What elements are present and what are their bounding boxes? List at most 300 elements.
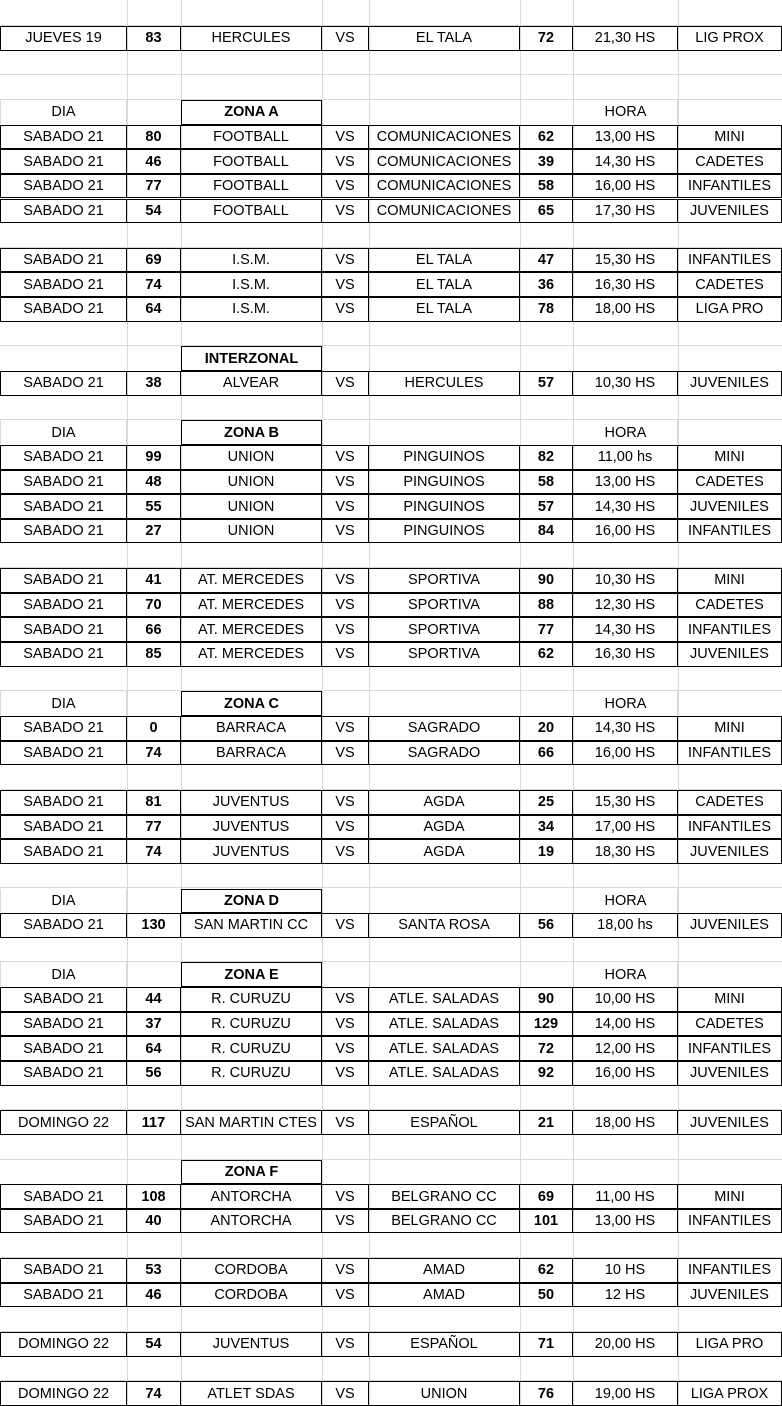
home-team-cell: AT. MERCEDES bbox=[181, 593, 322, 618]
category-cell: JUVENILES bbox=[678, 913, 782, 938]
zone-title: INTERZONAL bbox=[181, 346, 322, 371]
vs-cell: VS bbox=[322, 297, 369, 322]
time-cell: 20,00 HS bbox=[573, 1332, 678, 1357]
day-cell: SABADO 21 bbox=[0, 642, 127, 667]
away-score-cell: 90 bbox=[520, 568, 573, 593]
away-team-cell: COMUNICACIONES bbox=[369, 174, 520, 199]
away-team-cell: COMUNICACIONES bbox=[369, 125, 520, 150]
away-score-cell: 58 bbox=[520, 174, 573, 199]
time-cell: 16,00 HS bbox=[573, 519, 678, 544]
time-cell: 14,00 HS bbox=[573, 1012, 678, 1037]
vs-cell: VS bbox=[322, 494, 369, 519]
away-score-cell: 77 bbox=[520, 617, 573, 642]
time-cell: 14,30 HS bbox=[573, 149, 678, 174]
game-row bbox=[0, 593, 782, 618]
home-team-cell: ALVEAR bbox=[181, 371, 322, 396]
zone-title: ZONA A bbox=[181, 100, 322, 125]
away-score-cell: 58 bbox=[520, 470, 573, 495]
vs-cell: VS bbox=[322, 1258, 369, 1283]
day-cell: SABADO 21 bbox=[0, 470, 127, 495]
away-score-cell: 57 bbox=[520, 371, 573, 396]
time-cell: 16,00 HS bbox=[573, 1061, 678, 1086]
dia-header: DIA bbox=[0, 691, 127, 716]
section-header-row bbox=[0, 100, 782, 125]
away-team-cell: EL TALA bbox=[369, 26, 520, 51]
home-team-cell: CORDOBA bbox=[181, 1258, 322, 1283]
day-cell: SABADO 21 bbox=[0, 149, 127, 174]
category-cell: MINI bbox=[678, 125, 782, 150]
home-score-cell: 77 bbox=[127, 815, 181, 840]
vs-cell: VS bbox=[322, 839, 369, 864]
dia-header: DIA bbox=[0, 889, 127, 914]
category-cell: INFANTILES bbox=[678, 741, 782, 766]
away-team-cell: PINGUINOS bbox=[369, 494, 520, 519]
game-row bbox=[0, 1012, 782, 1037]
day-cell: SABADO 21 bbox=[0, 1258, 127, 1283]
day-cell: SABADO 21 bbox=[0, 174, 127, 199]
home-team-cell: R. CURUZU bbox=[181, 987, 322, 1012]
home-score-cell: 56 bbox=[127, 1061, 181, 1086]
category-cell: INFANTILES bbox=[678, 519, 782, 544]
away-team-cell: SPORTIVA bbox=[369, 593, 520, 618]
game-row bbox=[0, 741, 782, 766]
game-row bbox=[0, 174, 782, 199]
vs-cell: VS bbox=[322, 26, 369, 51]
vs-cell: VS bbox=[322, 199, 369, 224]
home-score-cell: 74 bbox=[127, 839, 181, 864]
home-team-cell: SAN MARTIN CTES bbox=[181, 1110, 322, 1135]
game-row bbox=[0, 987, 782, 1012]
game-row bbox=[0, 445, 782, 470]
home-score-cell: 48 bbox=[127, 470, 181, 495]
away-score-cell: 21 bbox=[520, 1110, 573, 1135]
game-row bbox=[0, 519, 782, 544]
time-cell: 17,30 HS bbox=[573, 199, 678, 224]
spacer-row bbox=[0, 765, 782, 790]
away-team-cell: ATLE. SALADAS bbox=[369, 1036, 520, 1061]
day-cell: SABADO 21 bbox=[0, 494, 127, 519]
day-cell: SABADO 21 bbox=[0, 593, 127, 618]
spacer-row bbox=[0, 938, 782, 963]
category-cell: JUVENILES bbox=[678, 199, 782, 224]
category-cell: LIGA PRO bbox=[678, 1332, 782, 1357]
game-row bbox=[0, 913, 782, 938]
home-team-cell: FOOTBALL bbox=[181, 125, 322, 150]
time-cell: 18,00 HS bbox=[573, 297, 678, 322]
home-team-cell: BARRACA bbox=[181, 741, 322, 766]
home-team-cell: UNION bbox=[181, 519, 322, 544]
day-cell: SABADO 21 bbox=[0, 913, 127, 938]
game-row bbox=[0, 642, 782, 667]
away-score-cell: 62 bbox=[520, 1258, 573, 1283]
home-score-cell: 74 bbox=[127, 272, 181, 297]
game-row bbox=[0, 199, 782, 224]
home-score-cell: 44 bbox=[127, 987, 181, 1012]
home-team-cell: AT. MERCEDES bbox=[181, 642, 322, 667]
away-team-cell: HERCULES bbox=[369, 371, 520, 396]
game-row bbox=[0, 1209, 782, 1234]
home-team-cell: AT. MERCEDES bbox=[181, 568, 322, 593]
dia-header: DIA bbox=[0, 962, 127, 987]
section-header-row bbox=[0, 962, 782, 987]
home-team-cell: UNION bbox=[181, 494, 322, 519]
category-cell: JUVENILES bbox=[678, 1110, 782, 1135]
day-cell: SABADO 21 bbox=[0, 617, 127, 642]
day-cell: SABADO 21 bbox=[0, 987, 127, 1012]
vs-cell: VS bbox=[322, 1061, 369, 1086]
home-score-cell: 40 bbox=[127, 1209, 181, 1234]
game-row bbox=[0, 790, 782, 815]
home-score-cell: 53 bbox=[127, 1258, 181, 1283]
game-row bbox=[0, 568, 782, 593]
time-cell: 10 HS bbox=[573, 1258, 678, 1283]
category-cell: JUVENILES bbox=[678, 642, 782, 667]
time-cell: 17,00 HS bbox=[573, 815, 678, 840]
away-team-cell: UNION bbox=[369, 1381, 520, 1406]
hora-header: HORA bbox=[573, 420, 678, 445]
away-team-cell: AGDA bbox=[369, 790, 520, 815]
away-team-cell: SAGRADO bbox=[369, 716, 520, 741]
game-row bbox=[0, 815, 782, 840]
home-score-cell: 77 bbox=[127, 174, 181, 199]
category-cell: CADETES bbox=[678, 272, 782, 297]
spacer-row bbox=[0, 1135, 782, 1160]
home-score-cell: 80 bbox=[127, 125, 181, 150]
time-cell: 15,30 HS bbox=[573, 790, 678, 815]
vs-cell: VS bbox=[322, 445, 369, 470]
game-row bbox=[0, 494, 782, 519]
away-score-cell: 82 bbox=[520, 445, 573, 470]
vs-cell: VS bbox=[322, 174, 369, 199]
home-team-cell: SAN MARTIN CC bbox=[181, 913, 322, 938]
game-row bbox=[0, 248, 782, 273]
time-cell: 13,00 HS bbox=[573, 125, 678, 150]
category-cell: MINI bbox=[678, 716, 782, 741]
time-cell: 14,30 HS bbox=[573, 716, 678, 741]
home-score-cell: 0 bbox=[127, 716, 181, 741]
time-cell: 12 HS bbox=[573, 1283, 678, 1308]
away-score-cell: 57 bbox=[520, 494, 573, 519]
home-score-cell: 54 bbox=[127, 199, 181, 224]
home-team-cell: I.S.M. bbox=[181, 297, 322, 322]
home-team-cell: ANTORCHA bbox=[181, 1209, 322, 1234]
zone-title: ZONA C bbox=[181, 691, 322, 716]
away-score-cell: 25 bbox=[520, 790, 573, 815]
spacer-row bbox=[0, 1234, 782, 1259]
home-team-cell: FOOTBALL bbox=[181, 174, 322, 199]
away-score-cell: 66 bbox=[520, 741, 573, 766]
away-score-cell: 88 bbox=[520, 593, 573, 618]
day-cell: SABADO 21 bbox=[0, 741, 127, 766]
away-score-cell: 90 bbox=[520, 987, 573, 1012]
time-cell: 13,00 HS bbox=[573, 1209, 678, 1234]
game-row bbox=[0, 470, 782, 495]
vs-cell: VS bbox=[322, 1381, 369, 1406]
away-team-cell: PINGUINOS bbox=[369, 519, 520, 544]
home-score-cell: 83 bbox=[127, 26, 181, 51]
category-cell: JUVENILES bbox=[678, 1283, 782, 1308]
game-row bbox=[0, 297, 782, 322]
vs-cell: VS bbox=[322, 125, 369, 150]
home-team-cell: HERCULES bbox=[181, 26, 322, 51]
vs-cell: VS bbox=[322, 1209, 369, 1234]
day-cell: SABADO 21 bbox=[0, 568, 127, 593]
away-team-cell: PINGUINOS bbox=[369, 470, 520, 495]
hora-header: HORA bbox=[573, 100, 678, 125]
category-cell: CADETES bbox=[678, 1012, 782, 1037]
time-cell: 13,00 HS bbox=[573, 470, 678, 495]
category-cell: JUVENILES bbox=[678, 1061, 782, 1086]
time-cell: 21,30 HS bbox=[573, 26, 678, 51]
spacer-row bbox=[0, 51, 782, 76]
home-team-cell: I.S.M. bbox=[181, 248, 322, 273]
home-team-cell: JUVENTUS bbox=[181, 790, 322, 815]
away-score-cell: 20 bbox=[520, 716, 573, 741]
away-team-cell: AGDA bbox=[369, 839, 520, 864]
spacer-row bbox=[0, 75, 782, 100]
away-team-cell: EL TALA bbox=[369, 297, 520, 322]
category-cell: LIGA PRO bbox=[678, 297, 782, 322]
category-cell: LIG PROX bbox=[678, 26, 782, 51]
time-cell: 16,30 HS bbox=[573, 272, 678, 297]
vs-cell: VS bbox=[322, 617, 369, 642]
home-score-cell: 38 bbox=[127, 371, 181, 396]
game-row bbox=[0, 1283, 782, 1308]
vs-cell: VS bbox=[322, 149, 369, 174]
away-score-cell: 72 bbox=[520, 26, 573, 51]
vs-cell: VS bbox=[322, 815, 369, 840]
home-score-cell: 74 bbox=[127, 741, 181, 766]
time-cell: 14,30 HS bbox=[573, 617, 678, 642]
game-row bbox=[0, 272, 782, 297]
spacer-row bbox=[0, 223, 782, 248]
home-score-cell: 64 bbox=[127, 1036, 181, 1061]
away-score-cell: 56 bbox=[520, 913, 573, 938]
time-cell: 18,00 HS bbox=[573, 1110, 678, 1135]
away-score-cell: 50 bbox=[520, 1283, 573, 1308]
spacer-row bbox=[0, 864, 782, 889]
day-cell: SABADO 21 bbox=[0, 248, 127, 273]
game-row bbox=[0, 26, 782, 51]
home-team-cell: BARRACA bbox=[181, 716, 322, 741]
day-cell: SABADO 21 bbox=[0, 1036, 127, 1061]
day-cell: SABADO 21 bbox=[0, 815, 127, 840]
home-team-cell: UNION bbox=[181, 470, 322, 495]
hora-header: HORA bbox=[573, 889, 678, 914]
section-header-row bbox=[0, 691, 782, 716]
time-cell: 16,00 HS bbox=[573, 741, 678, 766]
vs-cell: VS bbox=[322, 272, 369, 297]
home-team-cell: FOOTBALL bbox=[181, 199, 322, 224]
vs-cell: VS bbox=[322, 716, 369, 741]
home-team-cell: CORDOBA bbox=[181, 1283, 322, 1308]
away-team-cell: SAGRADO bbox=[369, 741, 520, 766]
game-row bbox=[0, 125, 782, 150]
time-cell: 11,00 HS bbox=[573, 1184, 678, 1209]
category-cell: INFANTILES bbox=[678, 1209, 782, 1234]
away-score-cell: 101 bbox=[520, 1209, 573, 1234]
spacer-row bbox=[0, 396, 782, 421]
away-score-cell: 36 bbox=[520, 272, 573, 297]
vs-cell: VS bbox=[322, 987, 369, 1012]
game-row bbox=[0, 716, 782, 741]
home-score-cell: 54 bbox=[127, 1332, 181, 1357]
vs-cell: VS bbox=[322, 1036, 369, 1061]
category-cell: CADETES bbox=[678, 149, 782, 174]
time-cell: 16,00 HS bbox=[573, 174, 678, 199]
away-team-cell: AGDA bbox=[369, 815, 520, 840]
home-team-cell: FOOTBALL bbox=[181, 149, 322, 174]
away-score-cell: 47 bbox=[520, 248, 573, 273]
away-team-cell: PINGUINOS bbox=[369, 445, 520, 470]
time-cell: 12,00 HS bbox=[573, 1036, 678, 1061]
away-team-cell: BELGRANO CC bbox=[369, 1184, 520, 1209]
game-row bbox=[0, 1258, 782, 1283]
game-row bbox=[0, 617, 782, 642]
spacer-row bbox=[0, 1086, 782, 1111]
away-score-cell: 72 bbox=[520, 1036, 573, 1061]
vs-cell: VS bbox=[322, 371, 369, 396]
day-cell: SABADO 21 bbox=[0, 1283, 127, 1308]
away-team-cell: ATLE. SALADAS bbox=[369, 1061, 520, 1086]
away-score-cell: 92 bbox=[520, 1061, 573, 1086]
time-cell: 14,30 HS bbox=[573, 494, 678, 519]
vs-cell: VS bbox=[322, 642, 369, 667]
section-header-row bbox=[0, 420, 782, 445]
vs-cell: VS bbox=[322, 1012, 369, 1037]
dia-header: DIA bbox=[0, 100, 127, 125]
category-cell: INFANTILES bbox=[678, 815, 782, 840]
category-cell: INFANTILES bbox=[678, 174, 782, 199]
hora-header: HORA bbox=[573, 962, 678, 987]
home-score-cell: 130 bbox=[127, 913, 181, 938]
day-cell: SABADO 21 bbox=[0, 839, 127, 864]
home-score-cell: 64 bbox=[127, 297, 181, 322]
away-team-cell: AMAD bbox=[369, 1258, 520, 1283]
day-cell: DOMINGO 22 bbox=[0, 1110, 127, 1135]
away-score-cell: 71 bbox=[520, 1332, 573, 1357]
home-team-cell: JUVENTUS bbox=[181, 839, 322, 864]
away-team-cell: EL TALA bbox=[369, 248, 520, 273]
away-score-cell: 78 bbox=[520, 297, 573, 322]
game-row bbox=[0, 1332, 782, 1357]
day-cell: SABADO 21 bbox=[0, 272, 127, 297]
category-cell: INFANTILES bbox=[678, 1036, 782, 1061]
home-score-cell: 81 bbox=[127, 790, 181, 815]
home-score-cell: 66 bbox=[127, 617, 181, 642]
day-cell: SABADO 21 bbox=[0, 1184, 127, 1209]
spacer-row bbox=[0, 322, 782, 347]
away-score-cell: 69 bbox=[520, 1184, 573, 1209]
away-team-cell: SPORTIVA bbox=[369, 617, 520, 642]
away-team-cell: SANTA ROSA bbox=[369, 913, 520, 938]
vs-cell: VS bbox=[322, 593, 369, 618]
day-cell: DOMINGO 22 bbox=[0, 1381, 127, 1406]
away-score-cell: 62 bbox=[520, 125, 573, 150]
day-cell: SABADO 21 bbox=[0, 1012, 127, 1037]
away-score-cell: 76 bbox=[520, 1381, 573, 1406]
time-cell: 10,30 HS bbox=[573, 371, 678, 396]
game-row bbox=[0, 1110, 782, 1135]
day-cell: SABADO 21 bbox=[0, 199, 127, 224]
home-team-cell: R. CURUZU bbox=[181, 1061, 322, 1086]
home-score-cell: 41 bbox=[127, 568, 181, 593]
day-cell: SABADO 21 bbox=[0, 445, 127, 470]
day-cell: JUEVES 19 bbox=[0, 26, 127, 51]
day-cell: SABADO 21 bbox=[0, 716, 127, 741]
away-team-cell: EL TALA bbox=[369, 272, 520, 297]
category-cell: INFANTILES bbox=[678, 248, 782, 273]
home-score-cell: 85 bbox=[127, 642, 181, 667]
spacer-row bbox=[0, 1307, 782, 1332]
category-cell: MINI bbox=[678, 1184, 782, 1209]
home-score-cell: 69 bbox=[127, 248, 181, 273]
category-cell: JUVENILES bbox=[678, 371, 782, 396]
home-team-cell: R. CURUZU bbox=[181, 1012, 322, 1037]
vs-cell: VS bbox=[322, 470, 369, 495]
day-cell: SABADO 21 bbox=[0, 1061, 127, 1086]
vs-cell: VS bbox=[322, 790, 369, 815]
vs-cell: VS bbox=[322, 519, 369, 544]
zone-title: ZONA B bbox=[181, 420, 322, 445]
zone-title: ZONA D bbox=[181, 889, 322, 914]
away-score-cell: 65 bbox=[520, 199, 573, 224]
home-score-cell: 55 bbox=[127, 494, 181, 519]
section-header-row bbox=[0, 889, 782, 914]
category-cell: JUVENILES bbox=[678, 494, 782, 519]
away-team-cell: ATLE. SALADAS bbox=[369, 1012, 520, 1037]
home-score-cell: 70 bbox=[127, 593, 181, 618]
time-cell: 15,30 HS bbox=[573, 248, 678, 273]
home-team-cell: JUVENTUS bbox=[181, 1332, 322, 1357]
away-team-cell: ESPAÑOL bbox=[369, 1332, 520, 1357]
home-team-cell: AT. MERCEDES bbox=[181, 617, 322, 642]
time-cell: 12,30 HS bbox=[573, 593, 678, 618]
away-team-cell: SPORTIVA bbox=[369, 568, 520, 593]
home-team-cell: ATLET SDAS bbox=[181, 1381, 322, 1406]
away-team-cell: ESPAÑOL bbox=[369, 1110, 520, 1135]
game-row bbox=[0, 1036, 782, 1061]
time-cell: 10,30 HS bbox=[573, 568, 678, 593]
away-team-cell: COMUNICACIONES bbox=[369, 199, 520, 224]
time-cell: 18,00 hs bbox=[573, 913, 678, 938]
vs-cell: VS bbox=[322, 1184, 369, 1209]
away-team-cell: SPORTIVA bbox=[369, 642, 520, 667]
home-score-cell: 37 bbox=[127, 1012, 181, 1037]
day-cell: DOMINGO 22 bbox=[0, 1332, 127, 1357]
vs-cell: VS bbox=[322, 1332, 369, 1357]
game-row bbox=[0, 839, 782, 864]
time-cell: 10,00 HS bbox=[573, 987, 678, 1012]
vs-cell: VS bbox=[322, 248, 369, 273]
category-cell: INFANTILES bbox=[678, 1258, 782, 1283]
zone-title: ZONA F bbox=[181, 1160, 322, 1185]
spacer-row bbox=[0, 544, 782, 569]
day-cell: SABADO 21 bbox=[0, 790, 127, 815]
time-cell: 18,30 HS bbox=[573, 839, 678, 864]
home-score-cell: 99 bbox=[127, 445, 181, 470]
spacer-row bbox=[0, 1357, 782, 1382]
home-team-cell: I.S.M. bbox=[181, 272, 322, 297]
home-score-cell: 117 bbox=[127, 1110, 181, 1135]
category-cell: JUVENILES bbox=[678, 839, 782, 864]
category-cell: MINI bbox=[678, 568, 782, 593]
home-team-cell: R. CURUZU bbox=[181, 1036, 322, 1061]
away-score-cell: 129 bbox=[520, 1012, 573, 1037]
away-team-cell: AMAD bbox=[369, 1283, 520, 1308]
away-score-cell: 84 bbox=[520, 519, 573, 544]
away-team-cell: ATLE. SALADAS bbox=[369, 987, 520, 1012]
